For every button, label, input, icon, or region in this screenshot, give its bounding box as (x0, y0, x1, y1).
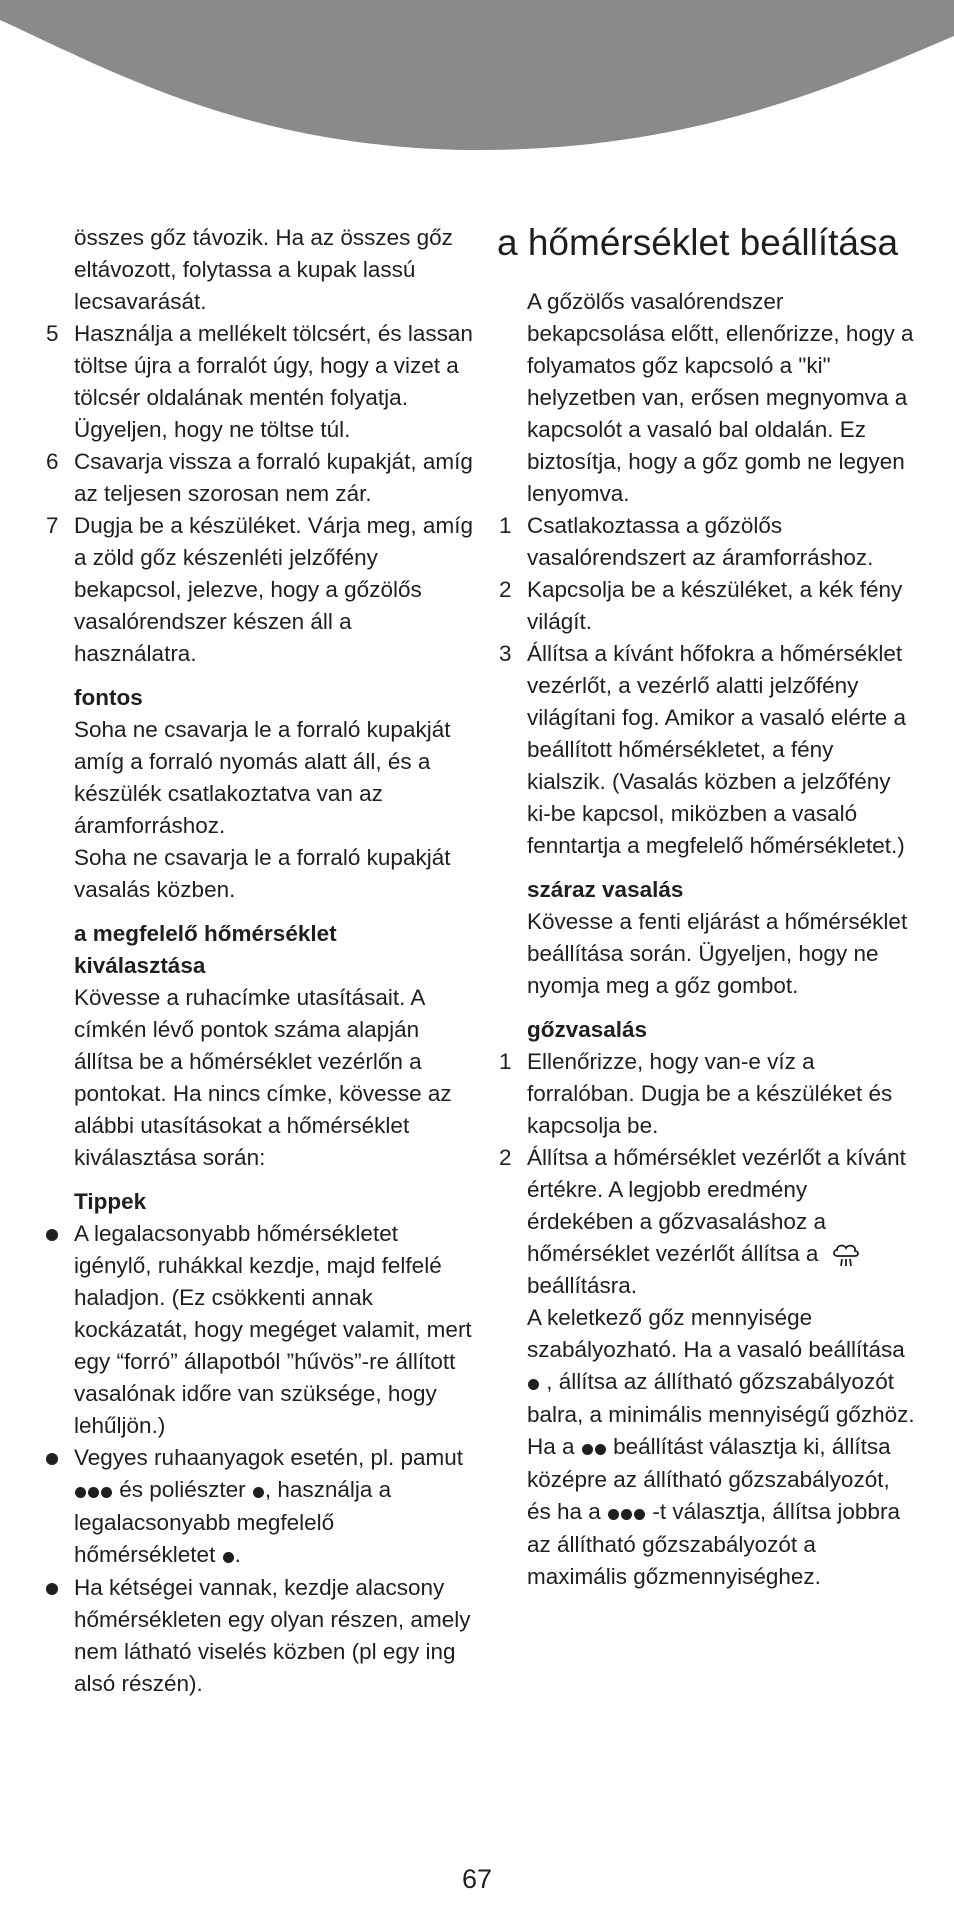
step-number: 5 (46, 321, 59, 346)
list-item (44, 510, 474, 670)
list-item (497, 574, 917, 638)
bullet-icon (46, 1229, 58, 1241)
list-item (497, 638, 917, 862)
three-dots-icon (607, 1497, 646, 1529)
list-item (44, 318, 474, 446)
temperature-select-text: Kövesse a ruhacímke utasításait. A címkén lévő pontok száma alapján állítsa be a hőmérséklet vezérlőn a pontokat. Ha nincs címke, kövesse az alábbi utasításokat a hőmérséklet kiválasztása során: (74, 985, 452, 1170)
one-dot-icon (222, 1540, 235, 1572)
step-number: 1 (499, 513, 512, 538)
two-dots-icon (581, 1432, 607, 1464)
right-column (497, 222, 917, 1593)
step-text: beállításra. (527, 1273, 638, 1298)
header-wave-band (0, 0, 954, 160)
step-text: , állítsa az állítható gőzszabályozót balra, a minimális mennyiségű gőzhöz. Ha a (527, 1369, 915, 1460)
step-number: 7 (46, 513, 59, 538)
tip-text: . (234, 1542, 241, 1568)
step-text: Használja a mellékelt tölcsért, és lassan töltse újra a forralót úgy, hogy a vizet a tölcsér oldalának mentén folyatja. Ügyeljen, hogy ne töltse túl. (74, 321, 473, 442)
list-item (497, 1046, 917, 1142)
tips-heading: Tippek (74, 1189, 147, 1214)
bullet-icon (46, 1453, 58, 1465)
temperature-select-heading: a megfelelő hőmérséklet kiválasztása (74, 921, 337, 978)
step-text: A keletkező gőz mennyisége szabályozható. Ha a vasaló beállítása (527, 1305, 905, 1362)
step-text: beállítást választja ki, állítsa középre az állítható gőzszabályozót, és ha a (527, 1434, 891, 1525)
left-column (44, 222, 474, 1700)
list-item (44, 1442, 474, 1572)
step-text: Csatlakoztassa a gőzölős vasalórendszert az áramforráshoz. (527, 513, 874, 570)
list-item (44, 446, 474, 510)
step-number: 6 (46, 449, 59, 474)
step-text: Csavarja vissza a forraló kupakját, amíg az teljesen szorosan nem zár. (74, 449, 473, 506)
list-item (44, 1218, 474, 1442)
list-item (497, 1142, 917, 1593)
step-text: -t választja, állítsa jobbra az állítható gőzszabályozót a maximális gőzmennyiséghez. (527, 1499, 900, 1590)
step-number: 2 (499, 577, 512, 602)
step-text: Állítsa a hőmérséklet vezérlőt a kívánt értékre. A legjobb eredmény érdekében a gőzvasaláshoz a hőmérséklet vezérlőt állítsa a (527, 1145, 906, 1266)
page-number: 67 (461, 1864, 493, 1894)
step-text: Kapcsolja be a készüléket, a kék fény világít. (527, 577, 903, 634)
one-dot-icon (527, 1367, 540, 1399)
dry-ironing-heading: száraz vasalás (527, 877, 684, 902)
bullet-icon (46, 1583, 58, 1595)
tip-text: és poliészter (119, 1477, 246, 1502)
tip-text: A legalacsonyabb hőmérsékletet igénylő, ruhákkal kezdje, majd felfelé haladjon. (Ez csökkenti annak kockázatát, hogy megéget valamit, mert egy “forró” állapotból ”hűvös”-re állított vasalónak időre van szüksége, hogy lehűljön.) (74, 1221, 472, 1438)
step-text: Állítsa a kívánt hőfokra a hőmérséklet vezérlőt, a vezérlő alatti jelzőfény világítani fog. Amikor a vasaló elérte a beállított hőmérsékletet, a fény kialszik. (Vasalás közben a jelzőfény ki-be kapcsol, miközben a vasaló fenntartja a megfelelő hőmérsékletet.) (527, 641, 906, 858)
steam-ironing-heading: gőzvasalás (527, 1017, 648, 1042)
step-number: 1 (499, 1049, 512, 1074)
step-text: Dugja be a készüléket. Várja meg, amíg a zöld gőz készenléti jelzőfény bekapcsol, jelezve, hogy a gőzölős vasalórendszer készen áll a használatra. (74, 513, 473, 666)
tip-text: , használja a legalacsonyabb megfelelő hőmérsékletet (74, 1477, 392, 1568)
continued-paragraph: összes gőz távozik. Ha az összes gőz eltávozott, folytassa a kupak lassú lecsavarását. (74, 225, 453, 314)
important-text: Soha ne csavarja le a forraló kupakját vasalás közben. (74, 845, 451, 902)
tip-text: Ha kétségei vannak, kezdje alacsony hőmérsékleten egy olyan részen, amely nem látható viselés közben (pl egy ing alsó részén). (74, 1575, 471, 1697)
intro-paragraph: A gőzölős vasalórendszer bekapcsolása előtt, ellenőrizze, hogy a folyamatos gőz kapcsoló a "ki" helyzetben van, erősen megnyomva a kapcsolót a vasaló bal oldalán. Ez biztosítja, hogy a gőz gomb ne legyen lenyomva. (527, 289, 914, 506)
step-number: 2 (499, 1145, 512, 1170)
tip-text: Vegyes ruhaanyagok esetén, pl. pamut (74, 1445, 464, 1470)
three-dots-icon (74, 1475, 113, 1507)
section-title: a hőmérséklet beállítása (497, 222, 899, 263)
step-number: 3 (499, 641, 512, 666)
important-text: Soha ne csavarja le a forraló kupakját amíg a forraló nyomás alatt áll, és a készülék csatlakoztatva van az áramforráshoz. (74, 717, 451, 838)
list-item (44, 1572, 474, 1700)
important-heading: fontos (74, 685, 143, 710)
steam-setting-icon (831, 1242, 861, 1268)
dry-ironing-text: Kövesse a fenti eljárást a hőmérséklet beállítása során. Ügyeljen, hogy ne nyomja meg a gőz gombot. (527, 909, 908, 998)
step-text: Ellenőrizze, hogy van-e víz a forralóban. Dugja be a készüléket és kapcsolja be. (527, 1049, 893, 1138)
one-dot-icon (252, 1475, 265, 1507)
list-item (497, 510, 917, 574)
